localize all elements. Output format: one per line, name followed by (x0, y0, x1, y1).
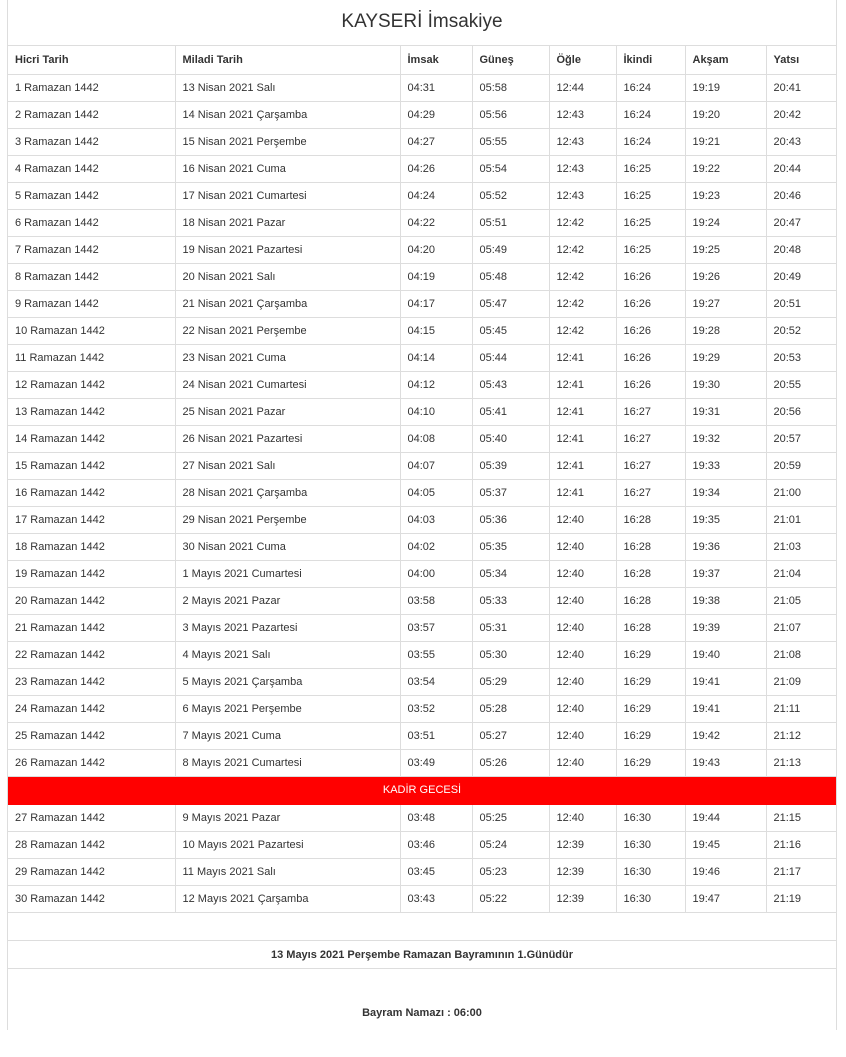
cell-ikindi: 16:29 (616, 749, 685, 776)
column-header-ikindi: İkindi (616, 46, 685, 74)
cell-aksam: 19:19 (685, 74, 766, 101)
cell-gunes: 05:49 (472, 236, 549, 263)
cell-imsak: 04:20 (400, 236, 472, 263)
cell-miladi: 23 Nisan 2021 Cuma (175, 344, 400, 371)
kadir-gecesi-row (8, 776, 836, 804)
cell-miladi: 17 Nisan 2021 Cumartesi (175, 182, 400, 209)
cell-imsak: 04:31 (400, 74, 472, 101)
cell-ikindi: 16:27 (616, 479, 685, 506)
cell-aksam: 19:41 (685, 695, 766, 722)
table-row (8, 398, 836, 425)
cell-ikindi: 16:24 (616, 101, 685, 128)
cell-ogle: 12:39 (549, 885, 616, 912)
cell-miladi: 10 Mayıs 2021 Pazartesi (175, 831, 400, 858)
cell-aksam: 19:26 (685, 263, 766, 290)
cell-imsak: 03:49 (400, 749, 472, 776)
cell-yatsi: 21:17 (766, 858, 836, 885)
cell-ogle: 12:44 (549, 74, 616, 101)
table-body (8, 74, 836, 912)
cell-miladi: 22 Nisan 2021 Perşembe (175, 317, 400, 344)
cell-ogle: 12:39 (549, 858, 616, 885)
cell-imsak: 04:08 (400, 425, 472, 452)
cell-imsak: 04:05 (400, 479, 472, 506)
cell-aksam: 19:23 (685, 182, 766, 209)
cell-yatsi: 20:43 (766, 128, 836, 155)
cell-miladi: 11 Mayıs 2021 Salı (175, 858, 400, 885)
cell-imsak: 04:03 (400, 506, 472, 533)
table-row (8, 804, 836, 831)
cell-aksam: 19:39 (685, 614, 766, 641)
table-row (8, 371, 836, 398)
cell-yatsi: 21:03 (766, 533, 836, 560)
cell-imsak: 04:17 (400, 290, 472, 317)
table-row (8, 614, 836, 641)
cell-aksam: 19:30 (685, 371, 766, 398)
cell-gunes: 05:26 (472, 749, 549, 776)
cell-imsak: 03:51 (400, 722, 472, 749)
table-row (8, 344, 836, 371)
cell-yatsi: 20:53 (766, 344, 836, 371)
cell-hicri: 30 Ramazan 1442 (8, 885, 175, 912)
cell-ogle: 12:40 (549, 533, 616, 560)
cell-ogle: 12:40 (549, 560, 616, 587)
cell-imsak: 04:07 (400, 452, 472, 479)
cell-aksam: 19:46 (685, 858, 766, 885)
cell-miladi: 5 Mayıs 2021 Çarşamba (175, 668, 400, 695)
cell-miladi: 16 Nisan 2021 Cuma (175, 155, 400, 182)
cell-gunes: 05:22 (472, 885, 549, 912)
cell-miladi: 29 Nisan 2021 Perşembe (175, 506, 400, 533)
cell-yatsi: 20:56 (766, 398, 836, 425)
table-row (8, 695, 836, 722)
cell-aksam: 19:41 (685, 668, 766, 695)
cell-ikindi: 16:26 (616, 371, 685, 398)
cell-ikindi: 16:28 (616, 614, 685, 641)
cell-ikindi: 16:29 (616, 722, 685, 749)
cell-ogle: 12:41 (549, 452, 616, 479)
cell-imsak: 03:45 (400, 858, 472, 885)
cell-hicri: 14 Ramazan 1442 (8, 425, 175, 452)
cell-yatsi: 21:13 (766, 749, 836, 776)
cell-aksam: 19:29 (685, 344, 766, 371)
cell-imsak: 04:02 (400, 533, 472, 560)
cell-gunes: 05:41 (472, 398, 549, 425)
imsakiye-panel (7, 0, 837, 1030)
cell-gunes: 05:39 (472, 452, 549, 479)
cell-hicri: 8 Ramazan 1442 (8, 263, 175, 290)
table-row (8, 209, 836, 236)
cell-ogle: 12:41 (549, 371, 616, 398)
cell-aksam: 19:22 (685, 155, 766, 182)
cell-gunes: 05:23 (472, 858, 549, 885)
cell-hicri: 28 Ramazan 1442 (8, 831, 175, 858)
cell-hicri: 25 Ramazan 1442 (8, 722, 175, 749)
cell-ikindi: 16:27 (616, 425, 685, 452)
cell-yatsi: 20:49 (766, 263, 836, 290)
cell-imsak: 04:24 (400, 182, 472, 209)
cell-miladi: 30 Nisan 2021 Cuma (175, 533, 400, 560)
cell-ikindi: 16:28 (616, 587, 685, 614)
cell-yatsi: 20:44 (766, 155, 836, 182)
cell-imsak: 04:12 (400, 371, 472, 398)
table-row (8, 885, 836, 912)
cell-ogle: 12:42 (549, 236, 616, 263)
cell-gunes: 05:36 (472, 506, 549, 533)
table-row (8, 479, 836, 506)
cell-yatsi: 21:16 (766, 831, 836, 858)
cell-ogle: 12:43 (549, 101, 616, 128)
cell-ogle: 12:40 (549, 641, 616, 668)
cell-hicri: 6 Ramazan 1442 (8, 209, 175, 236)
cell-gunes: 05:33 (472, 587, 549, 614)
cell-miladi: 18 Nisan 2021 Pazar (175, 209, 400, 236)
cell-ogle: 12:41 (549, 398, 616, 425)
cell-hicri: 2 Ramazan 1442 (8, 101, 175, 128)
column-header-imsak: İmsak (400, 46, 472, 74)
cell-ikindi: 16:28 (616, 560, 685, 587)
cell-imsak: 04:00 (400, 560, 472, 587)
cell-ogle: 12:42 (549, 209, 616, 236)
cell-gunes: 05:40 (472, 425, 549, 452)
cell-yatsi: 21:01 (766, 506, 836, 533)
cell-imsak: 03:48 (400, 804, 472, 831)
kadir-gecesi-label: KADİR GECESİ (8, 776, 836, 804)
cell-imsak: 04:29 (400, 101, 472, 128)
cell-hicri: 9 Ramazan 1442 (8, 290, 175, 317)
cell-aksam: 19:38 (685, 587, 766, 614)
cell-hicri: 13 Ramazan 1442 (8, 398, 175, 425)
cell-aksam: 19:20 (685, 101, 766, 128)
cell-imsak: 03:46 (400, 831, 472, 858)
cell-ogle: 12:40 (549, 722, 616, 749)
cell-gunes: 05:29 (472, 668, 549, 695)
cell-miladi: 24 Nisan 2021 Cumartesi (175, 371, 400, 398)
cell-gunes: 05:28 (472, 695, 549, 722)
cell-yatsi: 20:41 (766, 74, 836, 101)
cell-imsak: 04:10 (400, 398, 472, 425)
table-row (8, 317, 836, 344)
cell-yatsi: 21:00 (766, 479, 836, 506)
cell-gunes: 05:30 (472, 641, 549, 668)
cell-gunes: 05:56 (472, 101, 549, 128)
table-row (8, 452, 836, 479)
cell-yatsi: 20:59 (766, 452, 836, 479)
cell-ogle: 12:40 (549, 695, 616, 722)
cell-aksam: 19:45 (685, 831, 766, 858)
cell-imsak: 03:57 (400, 614, 472, 641)
cell-yatsi: 21:11 (766, 695, 836, 722)
cell-ogle: 12:42 (549, 263, 616, 290)
cell-yatsi: 21:04 (766, 560, 836, 587)
column-header-gunes: Güneş (472, 46, 549, 74)
cell-gunes: 05:24 (472, 831, 549, 858)
cell-yatsi: 20:51 (766, 290, 836, 317)
cell-aksam: 19:27 (685, 290, 766, 317)
cell-ogle: 12:43 (549, 182, 616, 209)
cell-yatsi: 20:52 (766, 317, 836, 344)
cell-ogle: 12:41 (549, 479, 616, 506)
cell-aksam: 19:40 (685, 641, 766, 668)
cell-imsak: 03:54 (400, 668, 472, 695)
column-header-miladi: Miladi Tarih (175, 46, 400, 74)
cell-ikindi: 16:26 (616, 344, 685, 371)
cell-ogle: 12:41 (549, 344, 616, 371)
cell-miladi: 25 Nisan 2021 Pazar (175, 398, 400, 425)
table-row (8, 858, 836, 885)
cell-gunes: 05:47 (472, 290, 549, 317)
cell-hicri: 17 Ramazan 1442 (8, 506, 175, 533)
cell-ogle: 12:43 (549, 155, 616, 182)
cell-aksam: 19:33 (685, 452, 766, 479)
table-row (8, 425, 836, 452)
table-row (8, 101, 836, 128)
cell-ikindi: 16:28 (616, 533, 685, 560)
column-header-aksam: Akşam (685, 46, 766, 74)
cell-hicri: 24 Ramazan 1442 (8, 695, 175, 722)
cell-yatsi: 21:05 (766, 587, 836, 614)
cell-aksam: 19:24 (685, 209, 766, 236)
cell-ikindi: 16:25 (616, 155, 685, 182)
table-row (8, 236, 836, 263)
cell-ikindi: 16:30 (616, 831, 685, 858)
cell-aksam: 19:47 (685, 885, 766, 912)
cell-miladi: 6 Mayıs 2021 Perşembe (175, 695, 400, 722)
cell-miladi: 12 Mayıs 2021 Çarşamba (175, 885, 400, 912)
cell-yatsi: 20:47 (766, 209, 836, 236)
cell-yatsi: 21:19 (766, 885, 836, 912)
table-row (8, 749, 836, 776)
table-header-row (8, 46, 836, 74)
cell-imsak: 04:15 (400, 317, 472, 344)
cell-miladi: 2 Mayıs 2021 Pazar (175, 587, 400, 614)
cell-ogle: 12:42 (549, 290, 616, 317)
cell-ogle: 12:40 (549, 506, 616, 533)
cell-miladi: 9 Mayıs 2021 Pazar (175, 804, 400, 831)
cell-miladi: 1 Mayıs 2021 Cumartesi (175, 560, 400, 587)
cell-yatsi: 21:12 (766, 722, 836, 749)
table-row (8, 74, 836, 101)
table-row (8, 831, 836, 858)
cell-imsak: 04:22 (400, 209, 472, 236)
cell-yatsi: 20:57 (766, 425, 836, 452)
cell-imsak: 04:26 (400, 155, 472, 182)
table-spacer (8, 913, 836, 941)
cell-gunes: 05:25 (472, 804, 549, 831)
table-row (8, 290, 836, 317)
cell-aksam: 19:31 (685, 398, 766, 425)
cell-ikindi: 16:30 (616, 804, 685, 831)
table-row (8, 128, 836, 155)
cell-gunes: 05:55 (472, 128, 549, 155)
cell-gunes: 05:43 (472, 371, 549, 398)
cell-ogle: 12:41 (549, 425, 616, 452)
page-title: KAYSERİ İmsakiye (8, 0, 836, 46)
cell-ikindi: 16:30 (616, 858, 685, 885)
cell-hicri: 29 Ramazan 1442 (8, 858, 175, 885)
cell-ikindi: 16:25 (616, 236, 685, 263)
cell-imsak: 03:43 (400, 885, 472, 912)
table-row (8, 155, 836, 182)
column-header-hicri: Hicri Tarih (8, 46, 175, 74)
table-row (8, 263, 836, 290)
cell-imsak: 03:55 (400, 641, 472, 668)
cell-miladi: 27 Nisan 2021 Salı (175, 452, 400, 479)
cell-miladi: 28 Nisan 2021 Çarşamba (175, 479, 400, 506)
cell-hicri: 16 Ramazan 1442 (8, 479, 175, 506)
table-row (8, 587, 836, 614)
cell-miladi: 7 Mayıs 2021 Cuma (175, 722, 400, 749)
cell-miladi: 13 Nisan 2021 Salı (175, 74, 400, 101)
cell-yatsi: 20:46 (766, 182, 836, 209)
cell-gunes: 05:48 (472, 263, 549, 290)
cell-imsak: 04:19 (400, 263, 472, 290)
cell-aksam: 19:42 (685, 722, 766, 749)
cell-gunes: 05:34 (472, 560, 549, 587)
cell-hicri: 23 Ramazan 1442 (8, 668, 175, 695)
cell-hicri: 22 Ramazan 1442 (8, 641, 175, 668)
cell-ikindi: 16:29 (616, 668, 685, 695)
cell-aksam: 19:32 (685, 425, 766, 452)
cell-ikindi: 16:26 (616, 290, 685, 317)
cell-aksam: 19:37 (685, 560, 766, 587)
cell-ikindi: 16:28 (616, 506, 685, 533)
cell-ikindi: 16:30 (616, 885, 685, 912)
cell-aksam: 19:35 (685, 506, 766, 533)
cell-hicri: 19 Ramazan 1442 (8, 560, 175, 587)
cell-gunes: 05:51 (472, 209, 549, 236)
cell-miladi: 21 Nisan 2021 Çarşamba (175, 290, 400, 317)
cell-miladi: 26 Nisan 2021 Pazartesi (175, 425, 400, 452)
cell-hicri: 3 Ramazan 1442 (8, 128, 175, 155)
cell-ikindi: 16:27 (616, 452, 685, 479)
cell-miladi: 3 Mayıs 2021 Pazartesi (175, 614, 400, 641)
cell-ogle: 12:40 (549, 614, 616, 641)
cell-hicri: 5 Ramazan 1442 (8, 182, 175, 209)
cell-aksam: 19:25 (685, 236, 766, 263)
cell-ikindi: 16:26 (616, 317, 685, 344)
cell-hicri: 15 Ramazan 1442 (8, 452, 175, 479)
cell-ogle: 12:40 (549, 587, 616, 614)
cell-gunes: 05:35 (472, 533, 549, 560)
table-row (8, 560, 836, 587)
cell-ikindi: 16:27 (616, 398, 685, 425)
cell-aksam: 19:36 (685, 533, 766, 560)
cell-yatsi: 20:55 (766, 371, 836, 398)
cell-ikindi: 16:25 (616, 209, 685, 236)
cell-imsak: 04:27 (400, 128, 472, 155)
cell-ikindi: 16:29 (616, 641, 685, 668)
cell-ogle: 12:42 (549, 317, 616, 344)
table-row (8, 533, 836, 560)
cell-miladi: 14 Nisan 2021 Çarşamba (175, 101, 400, 128)
cell-miladi: 4 Mayıs 2021 Salı (175, 641, 400, 668)
cell-ikindi: 16:24 (616, 128, 685, 155)
table-row (8, 182, 836, 209)
cell-hicri: 21 Ramazan 1442 (8, 614, 175, 641)
cell-aksam: 19:34 (685, 479, 766, 506)
cell-ogle: 12:39 (549, 831, 616, 858)
column-header-ogle: Öğle (549, 46, 616, 74)
cell-gunes: 05:52 (472, 182, 549, 209)
cell-imsak: 03:52 (400, 695, 472, 722)
cell-hicri: 4 Ramazan 1442 (8, 155, 175, 182)
cell-miladi: 19 Nisan 2021 Pazartesi (175, 236, 400, 263)
column-header-yatsi: Yatsı (766, 46, 836, 74)
cell-ogle: 12:40 (549, 749, 616, 776)
cell-miladi: 8 Mayıs 2021 Cumartesi (175, 749, 400, 776)
cell-hicri: 20 Ramazan 1442 (8, 587, 175, 614)
imsakiye-table (8, 46, 836, 913)
cell-yatsi: 20:48 (766, 236, 836, 263)
table-row (8, 668, 836, 695)
cell-hicri: 26 Ramazan 1442 (8, 749, 175, 776)
cell-imsak: 03:58 (400, 587, 472, 614)
cell-aksam: 19:21 (685, 128, 766, 155)
cell-gunes: 05:44 (472, 344, 549, 371)
cell-ikindi: 16:26 (616, 263, 685, 290)
cell-hicri: 18 Ramazan 1442 (8, 533, 175, 560)
cell-aksam: 19:44 (685, 804, 766, 831)
cell-yatsi: 20:42 (766, 101, 836, 128)
cell-ogle: 12:40 (549, 668, 616, 695)
cell-ogle: 12:40 (549, 804, 616, 831)
cell-hicri: 1 Ramazan 1442 (8, 74, 175, 101)
cell-yatsi: 21:07 (766, 614, 836, 641)
cell-ikindi: 16:25 (616, 182, 685, 209)
cell-gunes: 05:54 (472, 155, 549, 182)
cell-hicri: 10 Ramazan 1442 (8, 317, 175, 344)
cell-imsak: 04:14 (400, 344, 472, 371)
cell-gunes: 05:58 (472, 74, 549, 101)
cell-hicri: 12 Ramazan 1442 (8, 371, 175, 398)
cell-ikindi: 16:24 (616, 74, 685, 101)
table-row (8, 506, 836, 533)
table-row (8, 641, 836, 668)
bayram-info: 13 Mayıs 2021 Perşembe Ramazan Bayramının 1.Günüdür (8, 941, 836, 969)
cell-miladi: 15 Nisan 2021 Perşembe (175, 128, 400, 155)
table-row (8, 722, 836, 749)
bayram-namazi: Bayram Namazı : 06:00 (362, 1006, 482, 1019)
cell-gunes: 05:45 (472, 317, 549, 344)
cell-aksam: 19:43 (685, 749, 766, 776)
cell-hicri: 11 Ramazan 1442 (8, 344, 175, 371)
cell-aksam: 19:28 (685, 317, 766, 344)
cell-ikindi: 16:29 (616, 695, 685, 722)
cell-miladi: 20 Nisan 2021 Salı (175, 263, 400, 290)
cell-gunes: 05:27 (472, 722, 549, 749)
cell-yatsi: 21:15 (766, 804, 836, 831)
cell-ogle: 12:43 (549, 128, 616, 155)
cell-hicri: 27 Ramazan 1442 (8, 804, 175, 831)
cell-yatsi: 21:09 (766, 668, 836, 695)
cell-yatsi: 21:08 (766, 641, 836, 668)
cell-gunes: 05:37 (472, 479, 549, 506)
cell-gunes: 05:31 (472, 614, 549, 641)
cell-hicri: 7 Ramazan 1442 (8, 236, 175, 263)
